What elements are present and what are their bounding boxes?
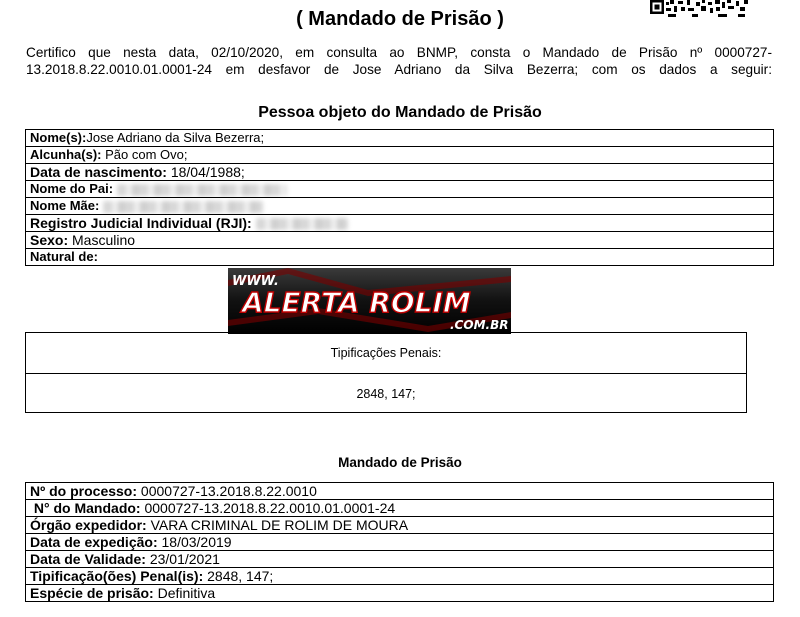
sex-label: Sexo: [30,232,69,248]
mother-name-redacted [103,201,263,213]
mother-name-label: Nome Mãe: [30,198,100,213]
names-value: Jose Adriano da Silva Bezerra; [86,130,265,145]
warrant-table [25,482,774,602]
table-row [26,483,774,500]
person-section-title: Pessoa objeto do Mandado de Prisão [258,104,542,121]
table-row [26,500,774,517]
certificate-intro [26,44,772,78]
table-row [26,130,774,147]
logo-name: ALERTA ROLIM [242,286,471,319]
table-row [26,147,774,164]
penal-typification-label: Tipificação(ões) Penal(is): [30,568,204,584]
rji-redacted [256,218,348,230]
table-row [26,215,774,232]
alias-label: Alcunha(s): [30,147,102,162]
validity-date-label: Data de Validade: [30,551,146,567]
issuing-body-label: Órgão expedidor: [30,517,147,533]
issue-date-value: 18/03/2019 [161,534,232,550]
penal-typifications-header: Tipificações Penais: [26,333,746,374]
document-title: ( Mandado de Prisão ) [296,8,504,30]
warrant-number-value: 0000727-13.2018.8.22.0010.01.0001-24 [144,500,396,516]
birthplace-label: Natural de: [30,249,98,264]
sex-value: Masculino [72,232,136,248]
rji-label: Registro Judicial Individual (RJI): [30,215,252,231]
table-row [26,181,774,198]
table-row [26,249,774,266]
issue-date-label: Data de expedição: [30,534,158,550]
table-row [26,164,774,181]
birthdate-value: 18/04/1988; [170,164,245,180]
person-table [25,129,774,266]
father-name-label: Nome do Pai: [30,181,114,196]
intro-line-1: Certifico que nesta data, 02/10/2020, em consulta ao BNMP, consta o Mandado de Prisão nº 0000727- [26,45,772,60]
father-name-redacted [117,184,287,196]
arrest-type-value: Definitiva [157,585,216,601]
intro-line-2: 13.2018.8.22.0010.01.0001-24 em desfavor de Jose Adriano da Silva Bezerra; com os dados a seguir: [26,62,772,77]
table-row [26,534,774,551]
penal-typification-value: 2848, 147; [207,568,274,584]
alias-value: Pão com Ovo; [105,147,188,162]
table-row [26,585,774,602]
table-row [26,568,774,585]
table-row [26,517,774,534]
issuing-body-value: VARA CRIMINAL DE ROLIM DE MOURA [150,517,409,533]
table-row [26,551,774,568]
logo-domain: .COM.BR [450,318,509,332]
table-row [26,198,774,215]
warrant-section-title: Mandado de Prisão [338,455,462,470]
arrest-type-label: Espécie de prisão: [30,585,154,601]
validity-date-value: 23/01/2021 [149,551,220,567]
penal-typifications-box [25,332,747,413]
penal-typifications-value: 2848, 147; [356,387,416,401]
warrant-number-label: N° do Mandado: [33,500,141,516]
watermark-logo [228,268,511,334]
logo-www: WWW. [232,274,279,289]
names-label: Nome(s): [30,130,87,145]
birthdate-label: Data de nascimento: [30,164,167,180]
process-number-value: 0000727-13.2018.8.22.0010 [140,483,317,499]
qr-code-icon [648,0,752,20]
table-row [26,232,774,249]
process-number-label: Nº do processo: [30,483,138,499]
